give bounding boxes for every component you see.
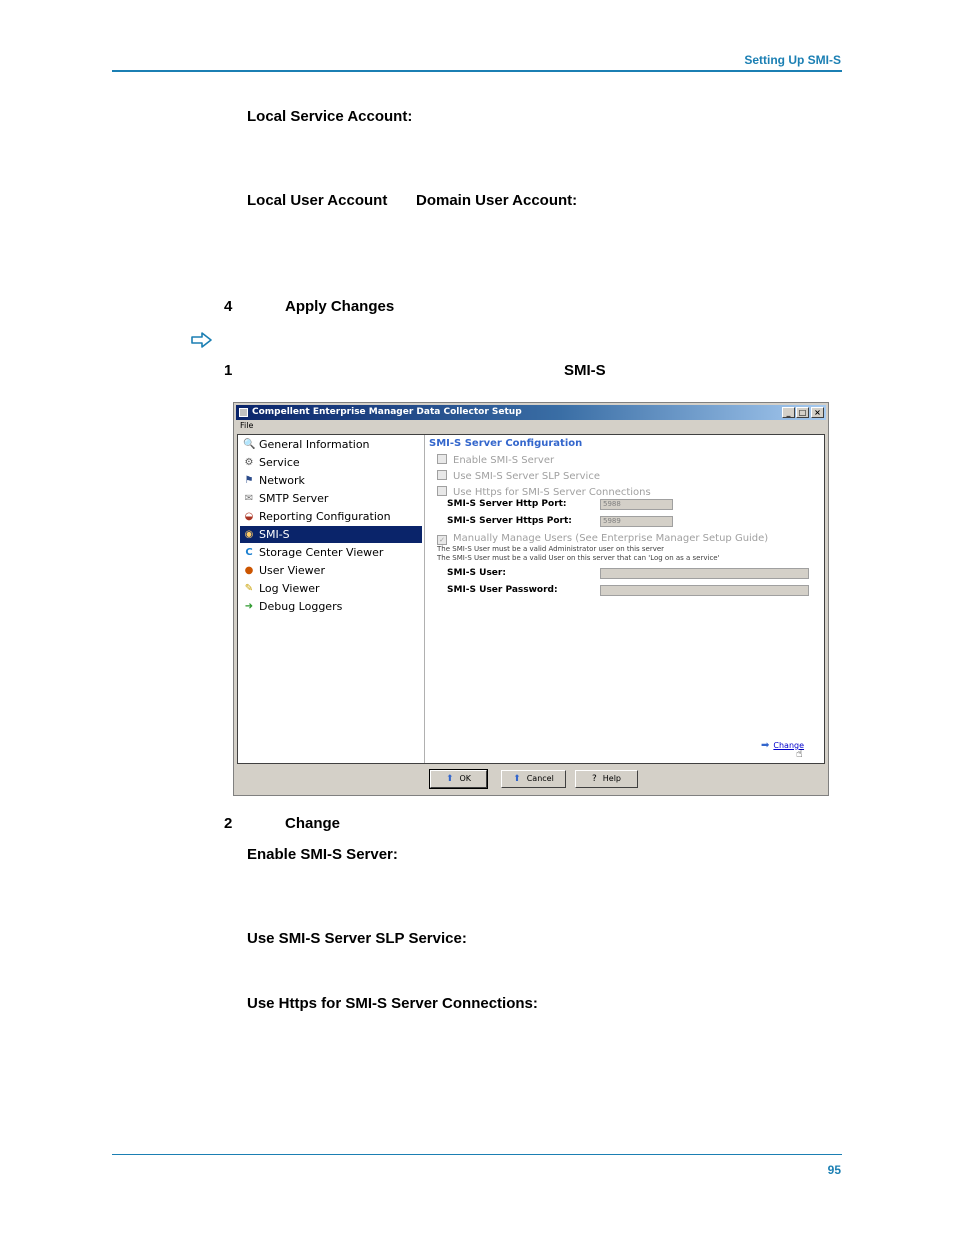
note-admin-user: The SMI-S User must be a valid Administrator user on this server (437, 545, 665, 553)
nav-item-smi-s[interactable]: ◉ SMI-S (240, 526, 422, 543)
https-port-input[interactable]: 5989 (600, 516, 673, 527)
help-button[interactable]: ? Help (575, 770, 638, 788)
use-https-checkbox[interactable]: Use Https for SMI-S Server Connections (437, 486, 651, 498)
footer-rule (112, 1154, 842, 1155)
use-slp-service-checkbox[interactable]: Use SMI-S Server SLP Service (437, 470, 600, 482)
note-service-user: The SMI-S User must be a valid User on this server that can 'Log on as a service' (437, 554, 720, 562)
storage-icon: C (245, 547, 253, 558)
minimize-icon[interactable]: _ (782, 407, 795, 418)
cancel-icon: ⬆ (513, 774, 521, 784)
nav-item-storage-center-viewer[interactable]: C Storage Center Viewer (240, 544, 422, 561)
step-1-number: 1 (224, 362, 233, 379)
close-icon[interactable]: × (811, 407, 824, 418)
http-port-label: SMI-S Server Http Port: (447, 499, 567, 509)
enable-smis-server-checkbox[interactable]: Enable SMI-S Server (437, 454, 554, 466)
use-https-heading: Use Https for SMI-S Server Connections: (247, 995, 538, 1012)
arrow-right-icon: ➡ (761, 740, 770, 751)
step-1-text: SMI-S (564, 362, 606, 379)
data-collector-setup-window (233, 402, 829, 796)
local-user-account-heading: Local User Account (247, 192, 388, 209)
enable-smis-heading: Enable SMI-S Server: (247, 846, 398, 863)
panel-title: SMI-S Server Configuration (429, 438, 583, 449)
use-slp-heading: Use SMI-S Server SLP Service: (247, 930, 467, 947)
nav-item-smtp-server[interactable]: ✉ SMTP Server (244, 492, 329, 505)
gear-icon: ⚙ (244, 457, 254, 468)
nav-item-reporting-configuration[interactable]: ◒ Reporting Configuration (244, 510, 391, 523)
smis-user-label: SMI-S User: (447, 568, 506, 578)
domain-user-account-heading: Domain User Account: (416, 192, 578, 209)
header-rule (112, 70, 842, 72)
smis-user-input[interactable] (600, 568, 809, 579)
nav-item-user-viewer[interactable]: ● User Viewer (244, 564, 325, 577)
ok-icon: ⬆ (445, 774, 454, 784)
maximize-icon[interactable]: □ (796, 407, 809, 418)
nav-item-log-viewer[interactable]: ✎ Log Viewer (244, 582, 320, 595)
hand-cursor-icon: ☝ (796, 747, 803, 760)
step-4-number: 4 (224, 298, 233, 315)
arrow-right-outline-icon (191, 331, 213, 349)
step-2-text: Change (285, 815, 341, 832)
http-port-input[interactable]: 5988 (600, 499, 673, 510)
window-title: Compellent Enterprise Manager Data Collector Setup (252, 407, 522, 417)
smis-config-panel (425, 435, 824, 763)
cancel-button[interactable]: ⬆ Cancel (501, 770, 566, 788)
step-2-number: 2 (224, 815, 233, 832)
nav-item-general-information[interactable]: 🔍 General Information (243, 438, 370, 451)
running-header: Setting Up SMI-S (744, 53, 841, 67)
user-icon: ● (244, 565, 254, 576)
page-number: 95 (827, 1163, 841, 1177)
network-icon: ⚑ (244, 475, 254, 486)
log-icon: ✎ (244, 583, 254, 594)
nav-tree (238, 435, 425, 763)
menu-file[interactable]: File (240, 421, 254, 430)
nav-item-service[interactable]: ⚙ Service (244, 456, 300, 469)
info-icon: 🔍 (243, 439, 256, 450)
nav-item-debug-loggers[interactable]: ➜ Debug Loggers (244, 600, 343, 613)
nav-item-network[interactable]: ⚑ Network (244, 474, 305, 487)
window-titlebar (236, 405, 826, 420)
mail-icon: ✉ (244, 493, 254, 504)
manually-manage-users-checkbox[interactable]: ✓ Manually Manage Users (See Enterprise Manager Setup Guide) (437, 533, 768, 545)
local-service-account-heading: Local Service Account: (247, 108, 413, 125)
app-icon (239, 408, 248, 417)
step-4-text: Apply Changes (285, 298, 395, 315)
debug-icon: ➜ (244, 601, 254, 612)
https-port-label: SMI-S Server Https Port: (447, 516, 572, 526)
smis-password-input[interactable] (600, 585, 809, 596)
gauge-icon: ◒ (244, 511, 254, 522)
change-link[interactable]: ➡ Change (761, 740, 805, 751)
help-icon: ? (591, 774, 597, 784)
window-client-area (237, 434, 825, 764)
smis-password-label: SMI-S User Password: (447, 585, 558, 595)
smis-icon: ◉ (244, 529, 254, 540)
ok-button[interactable]: ⬆ OK (430, 770, 487, 788)
